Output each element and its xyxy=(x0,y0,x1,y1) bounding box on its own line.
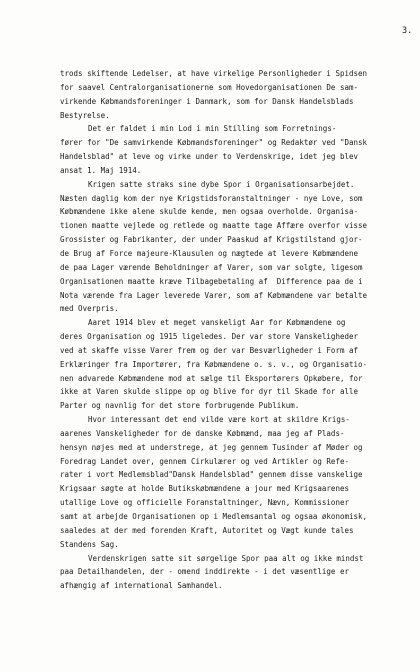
text-line: ikke at Varen skulde slippe op og blive for dyr til Skade for alle xyxy=(60,387,359,397)
text-line: Nota værende fra Lager leverede Varer, som af Købmændene var betalte xyxy=(60,290,368,300)
text-line: Standens Sag. xyxy=(60,539,119,549)
text-line: Bestyrelse. xyxy=(60,110,110,120)
text-line: ansat 1. Maj 1914. xyxy=(60,165,142,175)
text-line: deres Organisation og 1915 ligeledes. Der var store Vanskeligheder xyxy=(60,332,359,342)
text-line: Næsten daglig kom der nye Krigstidsforanstaltninger - nye Love, som xyxy=(60,193,363,203)
body-text xyxy=(60,67,420,593)
text-line: rater i vort Medlemsblad"Dansk Handelsblad" gennem disse vanskelige xyxy=(60,470,363,480)
text-line: Krigen satte straks sine dybe Spor i Organisationsarbejdet. xyxy=(88,179,355,189)
text-line: trods skiftende Ledelser, at have virkelige Personligheder i Spidsen xyxy=(60,69,368,78)
text-line: Grossister og Fabrikanter, der under Paaskud af Krigstilstand gjor- xyxy=(60,235,363,245)
text-line: samt at arbejde Organisationen op i Medlemsantal og ogsaa økonomisk, xyxy=(60,512,368,521)
text-line: virkende Købmandsforeninger i Danmark, som for Dansk Handelsblads xyxy=(60,96,354,106)
text-line: saaledes at der med forenden Kraft, Autoritet og Vægt kunde tales xyxy=(60,525,354,535)
text-line: Foredrag Landet over, gennem Cirkulærer og ved Artikler og Refe- xyxy=(60,456,349,466)
text-line: utallige Love og officielle Foranstaltninger, Nævn, Kommissioner xyxy=(60,498,349,508)
text-line: de paa Lager værende Beholdninger af Varer, som var solgte, ligesom xyxy=(60,262,363,272)
text-line: Verdenskrigen satte sit sørgelige Spor paa alt og ikke mindst xyxy=(88,553,364,563)
text-line: Aaret 1914 blev et meget vanskeligt Aar for Købmændene og xyxy=(88,318,346,328)
text-line: fører for "De samvirkende Købmandsforeninger" og Redaktør ved "Dansk xyxy=(60,138,368,148)
text-line: Erklæringer fra Importører, fra Købmændene o. s. v., og Organisatio- xyxy=(60,359,368,369)
text-line: Organisationen maatte kræve Tilbagebetaling af Difference paa de i xyxy=(60,276,363,286)
text-line: med Overpris. xyxy=(60,304,119,314)
text-line: Købmændene ikke alene skulde kende, men ogsaa overholde. Organisa- xyxy=(60,207,359,217)
text-line: afhængig af international Samhandel. xyxy=(60,581,223,591)
text-line: Hvor interessant det end vilde være kort at skildre Krigs- xyxy=(88,415,350,425)
text-line: tionen maatte vejlede og retlede og maatte tage Affære overfor visse xyxy=(60,221,368,231)
text-line: paa Detailhandelen, der - omend inddirekte - i det væsentlige er xyxy=(60,567,349,577)
text-line: for saavel Centralorganisationerne som Hovedorganisationen De sam- xyxy=(60,82,359,92)
text-line: Krigsaar søgte at holde Butikskøbmændene a jour med Krigsaarenes xyxy=(60,484,349,494)
text-line: de Brug af Force majeure-Klausulen og nægtede at levere Købmændene xyxy=(60,248,359,258)
text-line: Handelsblad" at leve og virke under to Verdenskrige, idet jeg blev xyxy=(60,152,359,162)
text-line: nen advarede Købmændene mod at sælge til Eksportørers Opkøbere, for xyxy=(60,373,363,383)
text-line: Det er faldet i min Lod i min Stilling som Forretnings- xyxy=(88,124,337,134)
text-line: hensyn nøjes med at understrege, at jeg gennem Tusinder af Møder og xyxy=(60,442,363,452)
page-number: 3. xyxy=(402,26,413,36)
text-line: ved at skaffe visse Varer frem og der var Besværligheder i Form af xyxy=(60,345,359,355)
text-line: Parter og navnlig for det store forbrugende Publikum. xyxy=(60,401,300,411)
text-line: aarenes Vanskeligheder for de danske Købmænd, maa jeg af Plads- xyxy=(60,428,345,438)
